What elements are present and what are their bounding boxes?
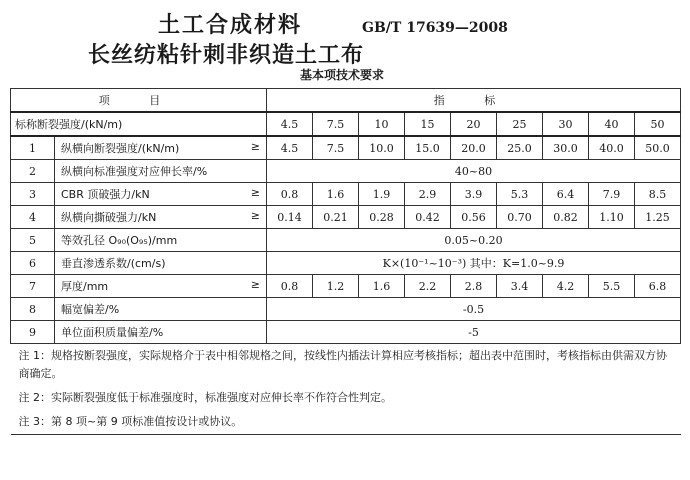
note-row <box>11 410 681 435</box>
row-number: 2 <box>11 160 55 183</box>
header-indicator: 指 标 <box>267 89 681 113</box>
table-note: 注 1：规格按断裂强度，实际规格介于表中相邻规格之间，按线性内插法计算相应考核指标；超出表中范围时，考核指标由供需双方协商确定。 <box>18 349 667 380</box>
row-value: 4.5 <box>267 136 313 160</box>
header-item: 项 目 <box>11 89 267 113</box>
row-item <box>55 252 267 275</box>
row-item-label: 单位面积质量偏差/% <box>61 326 164 339</box>
row-item <box>55 275 267 298</box>
row-item <box>55 206 267 229</box>
row-item <box>55 160 267 183</box>
row-number: 7 <box>11 275 55 298</box>
spec-value: 4.5 <box>267 112 313 136</box>
note-row <box>11 386 681 410</box>
document-subtitle: 长丝纺粘针刺非织造土工布 <box>88 43 365 68</box>
table-note: 注 2：实际断裂强度低于标准强度时，标准强度对应伸长率不作符合性判定。 <box>18 391 392 404</box>
row-item-label: 垂直渗透系数/(cm/s) <box>61 257 166 270</box>
row-number: 8 <box>11 298 55 321</box>
row-item-label: 纵横向断裂强度/(kN/m) <box>61 142 180 155</box>
row-value: 1.25 <box>635 206 681 229</box>
standard-number: GB/T 17639—2008 <box>362 20 508 36</box>
ge-sign: ≥ <box>250 186 260 199</box>
spec-value: 15 <box>405 112 451 136</box>
row-value: 25.0 <box>497 136 543 160</box>
row-value: 1.2 <box>313 275 359 298</box>
row-value: 6.4 <box>543 183 589 206</box>
spec-value: 50 <box>635 112 681 136</box>
row-value: 7.5 <box>313 136 359 160</box>
row-value: 5.5 <box>589 275 635 298</box>
row-number: 3 <box>11 183 55 206</box>
ge-sign: ≥ <box>250 209 260 222</box>
row-item <box>55 298 267 321</box>
row-item-label: 纵横向标准强度对应伸长率/% <box>61 165 208 178</box>
row-value: 2.8 <box>451 275 497 298</box>
row-span-value: K×(10⁻¹~10⁻³) 其中：K=1.0~9.9 <box>267 252 681 275</box>
technical-requirements-table <box>10 88 681 435</box>
spec-label: 标称断裂强度/(kN/m) <box>11 112 267 136</box>
spec-value: 40 <box>589 112 635 136</box>
row-item-label: CBR 顶破强力/kN <box>61 188 150 201</box>
spec-value: 30 <box>543 112 589 136</box>
document-title: 土工合成材料 GB/T 17639—2008 <box>158 13 508 38</box>
row-value: 2.2 <box>405 275 451 298</box>
row-span-value: 40~80 <box>267 160 681 183</box>
row-value: 0.70 <box>497 206 543 229</box>
row-value: 20.0 <box>451 136 497 160</box>
row-item <box>55 183 267 206</box>
row-value: 0.21 <box>313 206 359 229</box>
table-row <box>11 160 681 183</box>
row-value: 30.0 <box>543 136 589 160</box>
row-value: 8.5 <box>635 183 681 206</box>
row-value: 0.8 <box>267 275 313 298</box>
row-value: 0.42 <box>405 206 451 229</box>
table-row <box>11 136 681 160</box>
table-row <box>11 206 681 229</box>
row-value: 0.8 <box>267 183 313 206</box>
table-row <box>11 298 681 321</box>
row-value: 0.56 <box>451 206 497 229</box>
row-value: 1.6 <box>359 275 405 298</box>
row-value: 1.9 <box>359 183 405 206</box>
row-number: 4 <box>11 206 55 229</box>
row-value: 6.8 <box>635 275 681 298</box>
table-row <box>11 252 681 275</box>
row-number: 5 <box>11 229 55 252</box>
spec-value: 25 <box>497 112 543 136</box>
header-row <box>11 89 681 113</box>
row-value: 5.3 <box>497 183 543 206</box>
row-item <box>55 321 267 344</box>
spec-row <box>11 112 681 136</box>
row-value: 0.82 <box>543 206 589 229</box>
row-value: 0.14 <box>267 206 313 229</box>
row-value: 15.0 <box>405 136 451 160</box>
row-value: 2.9 <box>405 183 451 206</box>
table-note: 注 3：第 8 项~第 9 项标准值按设计或协议。 <box>11 410 681 435</box>
row-value: 40.0 <box>589 136 635 160</box>
row-value: 7.9 <box>589 183 635 206</box>
spec-value: 10 <box>359 112 405 136</box>
row-value: 4.2 <box>543 275 589 298</box>
table-row <box>11 229 681 252</box>
row-value: 10.0 <box>359 136 405 160</box>
spec-value: 7.5 <box>313 112 359 136</box>
note-row <box>11 344 681 387</box>
ge-sign: ≥ <box>250 278 260 291</box>
ge-sign: ≥ <box>250 140 260 153</box>
row-item-label: 厚度/mm <box>61 280 109 293</box>
row-item-label: 等效孔径 O₉₀(O₉₅)/mm <box>61 234 178 247</box>
row-number: 1 <box>11 136 55 160</box>
row-number: 6 <box>11 252 55 275</box>
table-row <box>11 321 681 344</box>
row-item-label: 幅宽偏差/% <box>61 303 120 316</box>
row-number: 9 <box>11 321 55 344</box>
row-value: 50.0 <box>635 136 681 160</box>
row-item <box>55 229 267 252</box>
row-span-value: -5 <box>267 321 681 344</box>
row-value: 3.9 <box>451 183 497 206</box>
row-span-value: 0.05~0.20 <box>267 229 681 252</box>
row-value: 1.6 <box>313 183 359 206</box>
table-row <box>11 183 681 206</box>
row-value: 1.10 <box>589 206 635 229</box>
row-value: 0.28 <box>359 206 405 229</box>
table-row <box>11 275 681 298</box>
row-item-label: 纵横向撕破强力/kN <box>61 211 157 224</box>
spec-value: 20 <box>451 112 497 136</box>
row-value: 3.4 <box>497 275 543 298</box>
row-span-value: -0.5 <box>267 298 681 321</box>
row-item <box>55 136 267 160</box>
table-caption: 基本项技术要求 <box>300 68 385 82</box>
